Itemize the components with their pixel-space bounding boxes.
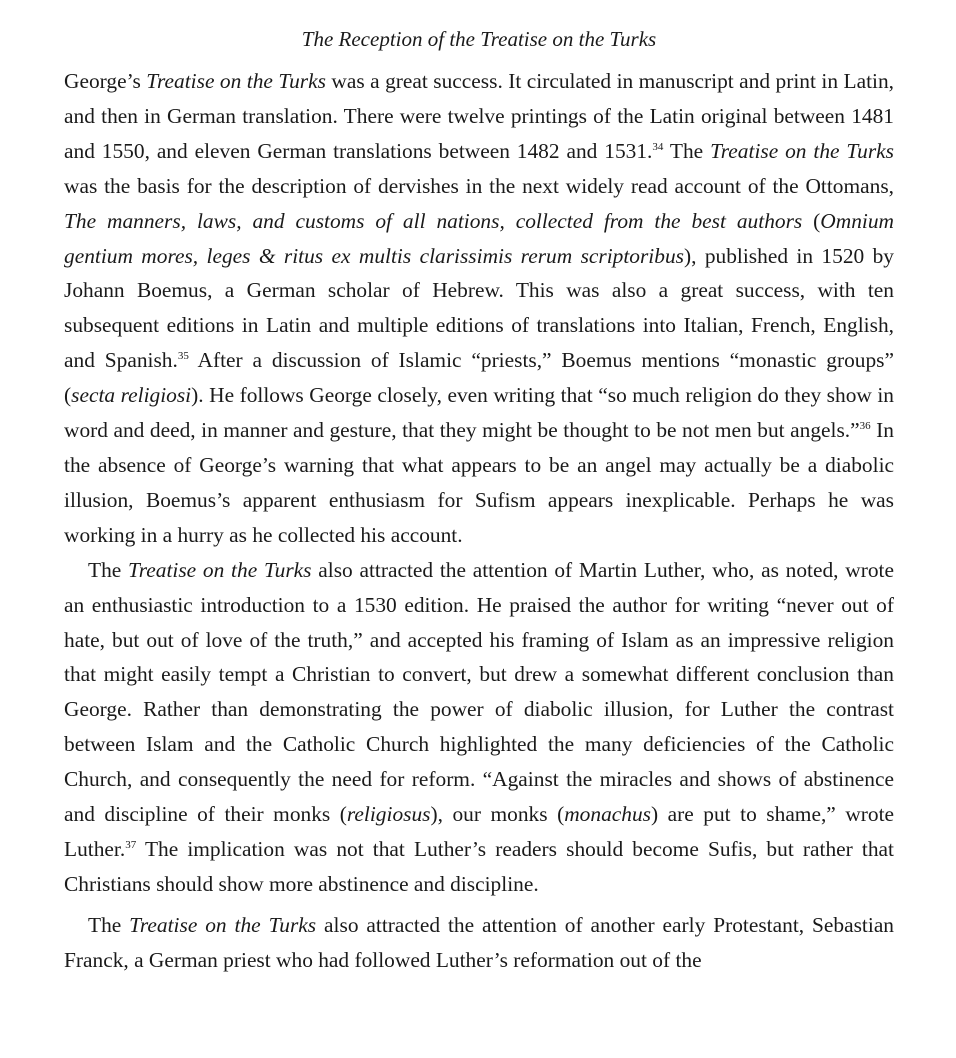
italic-title: The manners, laws, and customs of all nations, collected from the best authors [64,208,803,233]
text-run: The [663,138,711,163]
italic-title: Treatise on the Turks [710,138,894,163]
paragraph-2 [64,553,894,902]
text-run: ), published in 1520 by Johann Boemus, a German scholar of Hebrew. This was also a great success, with ten subsequent editions in Latin and multiple editions of translations into Italian, French, English, and Spanish. [64,243,894,373]
text-run: In the absence of George’s warning that what appears to be an angel may actually be a diabolic illusion, Boemus’s apparent enthusiasm for Sufism appears inexplicable. Perhaps he was working in a hurry as he collected his account. [64,418,894,547]
text-run: The [88,912,130,937]
italic-title: Treatise on the Turks [129,912,317,937]
text-run: was a great success. It circulated in manuscript and print in Latin, and then in German translation. There were twelve printings of the Latin original between 1481 and 1550, and eleven German translations between 1482 and 1531. [64,69,894,163]
italic-title: secta religiosi [71,383,192,408]
footnote-marker: 34 [652,140,664,153]
text-run: ). He follows George closely, even writing that “so much religion do they show in word and deed, in manner and gesture, that they might be thought to be not men but angels.” [64,383,895,443]
footnote-marker: 37 [125,838,137,851]
text-run: After a discussion of Islamic “priests,” Boemus mentions “monastic groups” ( [64,348,894,408]
text-run: The implication was not that Luther’s readers should become Sufis, but rather that Christians should show more abstinence and discipline. [64,836,894,896]
text-run: ( [802,208,821,233]
footnote-marker: 35 [177,350,189,363]
text-run: ), our monks ( [430,802,565,827]
paragraph-1 [64,64,894,553]
paragraph-3 [64,908,894,978]
italic-title: Treatise on the Turks [146,69,326,93]
text-run: ) are put to shame,” wrote Luther. [64,802,895,861]
italic-title: Treatise on the Turks [128,557,312,582]
text-run: The [88,557,129,582]
italic-title: Omnium gentium mores, leges & ritus ex multis clarissimis rerum scriptoribus [64,208,894,268]
text-run: George’s [64,69,147,93]
footnote-marker: 36 [859,420,871,433]
running-head: The Reception of the Treatise on the Turks [301,27,657,51]
text-run: also attracted the attention of Martin Luther, who, as noted, wrote an enthusiastic introduction to a 1530 edition. He praised the author for writing “never out of hate, but out of love of the truth,” and accepted his framing of Islam as an impressive religion that might easily tempt a Christian to convert, but drew a somewhat different conclusion than George. Rather than demonstrating the power of diabolic illusion, for Luther the contrast between Islam and the Catholic Church highlighted the many deficiencies of the Catholic Church, and consequently the need for reform. “Against the miracles and shows of abstinence and discipline of their monks ( [64,557,894,827]
text-run: also attracted the attention of another early Protestant, Sebastian Franck, a German priest who had followed Luther’s reformation out of the [64,912,895,972]
text-run: was the basis for the description of dervishes in the next widely read account of the Ottomans, [64,173,894,198]
italic-title: monachus [564,802,651,827]
italic-title: religiosus [346,802,431,827]
